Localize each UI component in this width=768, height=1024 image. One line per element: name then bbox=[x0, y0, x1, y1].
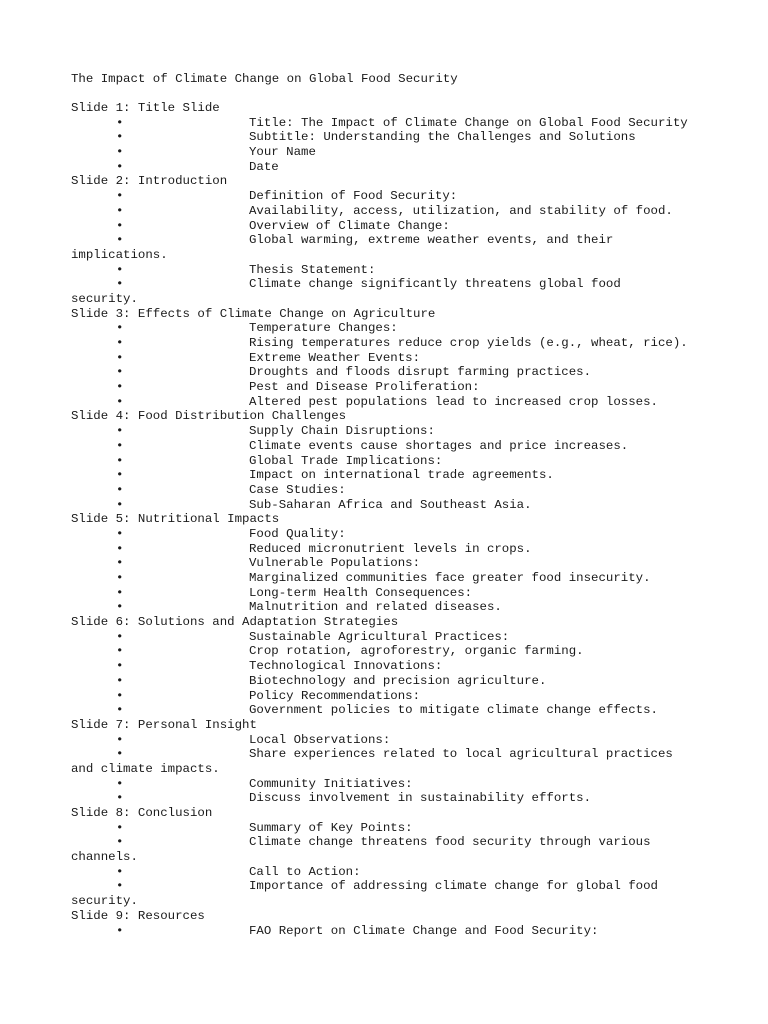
bullet-text: Share experiences related to local agricultural practices bbox=[249, 747, 673, 762]
bullet-glyph: • bbox=[116, 130, 124, 145]
bullet-text: Crop rotation, agroforestry, organic farming. bbox=[249, 644, 584, 659]
bullet-text: Sustainable Agricultural Practices: bbox=[249, 629, 510, 644]
bullet-glyph: • bbox=[116, 703, 124, 718]
bullet-text: Call to Action: bbox=[249, 864, 361, 879]
wrapped-line bbox=[71, 850, 711, 865]
bullet-text: Droughts and floods disrupt farming practices. bbox=[249, 365, 592, 380]
bullet-glyph: • bbox=[116, 115, 124, 130]
slide-heading-text: Slide 7: Personal Insight bbox=[71, 717, 257, 732]
bullet-item bbox=[71, 821, 711, 836]
bullet-text: Your Name bbox=[249, 145, 316, 160]
bullet-text: Importance of addressing climate change for global food bbox=[249, 879, 658, 894]
bullet-glyph: • bbox=[116, 923, 124, 938]
bullet-text: Temperature Changes: bbox=[249, 321, 398, 336]
slide-heading-text: Slide 4: Food Distribution Challenges bbox=[71, 409, 347, 424]
bullet-text: Vulnerable Populations: bbox=[249, 556, 421, 571]
bullet-glyph: • bbox=[116, 776, 124, 791]
bullet-text: Local Observations: bbox=[249, 732, 391, 747]
slide-heading bbox=[71, 718, 711, 733]
slide-heading bbox=[71, 512, 711, 527]
bullet-text: Overview of Climate Change: bbox=[249, 218, 450, 233]
bullet-glyph: • bbox=[116, 791, 124, 806]
bullet-text: Case Studies: bbox=[249, 482, 346, 497]
bullet-text: Impact on international trade agreements. bbox=[249, 468, 554, 483]
bullet-glyph: • bbox=[116, 879, 124, 894]
bullet-glyph: • bbox=[116, 218, 124, 233]
bullet-item bbox=[71, 321, 711, 336]
bullet-item bbox=[71, 219, 711, 234]
bullet-item bbox=[71, 674, 711, 689]
bullet-text: Supply Chain Disruptions: bbox=[249, 424, 435, 439]
bullet-text: Food Quality: bbox=[249, 526, 346, 541]
bullet-text: Subtitle: Understanding the Challenges and Solutions bbox=[249, 130, 636, 145]
bullet-item bbox=[71, 454, 711, 469]
bullet-glyph: • bbox=[116, 673, 124, 688]
bullet-item bbox=[71, 145, 711, 160]
slide-heading bbox=[71, 409, 711, 424]
bullet-item bbox=[71, 351, 711, 366]
bullet-item bbox=[71, 130, 711, 145]
bullet-glyph: • bbox=[116, 864, 124, 879]
bullet-text: Climate events cause shortages and price increases. bbox=[249, 438, 629, 453]
bullet-text: Government policies to mitigate climate change effects. bbox=[249, 703, 658, 718]
bullet-text: Long-term Health Consequences: bbox=[249, 585, 473, 600]
bullet-glyph: • bbox=[116, 394, 124, 409]
bullet-text: Definition of Food Security: bbox=[249, 189, 458, 204]
slide-heading bbox=[71, 806, 711, 821]
bullet-text: Malnutrition and related diseases. bbox=[249, 600, 502, 615]
bullet-item bbox=[71, 233, 711, 248]
wrapped-line bbox=[71, 894, 711, 909]
slide-heading bbox=[71, 174, 711, 189]
bullet-item bbox=[71, 483, 711, 498]
bullet-glyph: • bbox=[116, 747, 124, 762]
bullet-item bbox=[71, 468, 711, 483]
bullet-item bbox=[71, 879, 711, 894]
bullet-text: Rising temperatures reduce crop yields (e.g., wheat, rice). bbox=[249, 336, 688, 350]
bullet-glyph: • bbox=[116, 556, 124, 571]
bullet-glyph: • bbox=[116, 732, 124, 747]
bullet-item bbox=[71, 630, 711, 645]
bullet-glyph: • bbox=[116, 145, 124, 160]
slide-heading-text: Slide 5: Nutritional Impacts bbox=[71, 512, 280, 527]
slide-heading bbox=[71, 909, 711, 924]
slide-heading-text: Slide 9: Resources bbox=[71, 908, 205, 923]
bullet-text: Climate change threatens food security through various bbox=[249, 835, 651, 850]
bullet-item bbox=[71, 865, 711, 880]
bullet-item bbox=[71, 336, 711, 351]
bullet-glyph: • bbox=[116, 468, 124, 483]
bullet-item bbox=[71, 747, 711, 762]
slide-heading bbox=[71, 615, 711, 630]
bullet-item bbox=[71, 600, 711, 615]
bullet-glyph: • bbox=[116, 424, 124, 439]
bullet-glyph: • bbox=[116, 321, 124, 336]
bullet-text: Community Initiatives: bbox=[249, 776, 413, 791]
bullet-item bbox=[71, 189, 711, 204]
slide-heading-text: Slide 6: Solutions and Adaptation Strategies bbox=[71, 615, 399, 630]
bullet-glyph: • bbox=[116, 350, 124, 365]
bullet-item bbox=[71, 424, 711, 439]
bullet-glyph: • bbox=[116, 541, 124, 556]
bullet-glyph: • bbox=[116, 336, 124, 350]
wrapped-text: implications. bbox=[71, 247, 168, 262]
bullet-text: Pest and Disease Proliferation: bbox=[249, 380, 480, 395]
bullet-glyph: • bbox=[116, 380, 124, 395]
bullet-glyph: • bbox=[116, 482, 124, 497]
bullet-text: Discuss involvement in sustainability efforts. bbox=[249, 791, 592, 806]
bullet-glyph: • bbox=[116, 233, 124, 248]
bullet-text: Date bbox=[249, 159, 279, 174]
bullet-glyph: • bbox=[116, 526, 124, 541]
slide-heading-text: Slide 1: Title Slide bbox=[71, 101, 220, 115]
bullet-text: Global Trade Implications: bbox=[249, 453, 443, 468]
wrapped-line bbox=[71, 292, 711, 307]
bullet-item bbox=[71, 659, 711, 674]
bullet-item bbox=[71, 586, 711, 601]
bullet-item bbox=[71, 733, 711, 748]
bullet-glyph: • bbox=[116, 629, 124, 644]
bullet-glyph: • bbox=[116, 585, 124, 600]
bullet-item bbox=[71, 571, 711, 586]
bullet-text: Biotechnology and precision agriculture. bbox=[249, 673, 547, 688]
bullet-glyph: • bbox=[116, 644, 124, 659]
wrapped-line bbox=[71, 248, 711, 263]
bullet-text: Thesis Statement: bbox=[249, 262, 376, 277]
bullet-glyph: • bbox=[116, 438, 124, 453]
bullet-item bbox=[71, 204, 711, 219]
wrapped-text: security. bbox=[71, 894, 138, 909]
bullet-glyph: • bbox=[116, 600, 124, 615]
bullet-glyph: • bbox=[116, 688, 124, 703]
bullet-text: Sub-Saharan Africa and Southeast Asia. bbox=[249, 497, 532, 512]
bullet-item bbox=[71, 395, 711, 410]
bullet-text: Technological Innovations: bbox=[249, 659, 443, 674]
bullet-item bbox=[71, 556, 711, 571]
bullet-text: Summary of Key Points: bbox=[249, 820, 413, 835]
bullet-glyph: • bbox=[116, 365, 124, 380]
bullet-item bbox=[71, 527, 711, 542]
bullet-text: Marginalized communities face greater food insecurity. bbox=[249, 571, 651, 585]
bullet-item bbox=[71, 365, 711, 380]
bullet-text: Climate change significantly threatens global food bbox=[249, 277, 621, 292]
bullet-item bbox=[71, 498, 711, 513]
bullet-glyph: • bbox=[116, 159, 124, 174]
bullet-item bbox=[71, 777, 711, 792]
bullet-glyph: • bbox=[116, 659, 124, 674]
bullet-text: Title: The Impact of Climate Change on Global Food Security bbox=[249, 115, 688, 130]
bullet-item bbox=[71, 160, 711, 175]
bullet-glyph: • bbox=[116, 571, 124, 585]
slide-heading-text: Slide 8: Conclusion bbox=[71, 806, 213, 820]
bullet-text: Global warming, extreme weather events, and their bbox=[249, 233, 614, 248]
slide-heading-text: Slide 3: Effects of Climate Change on Agriculture bbox=[71, 306, 436, 321]
slide-heading bbox=[71, 307, 711, 322]
bullet-item bbox=[71, 263, 711, 278]
bullet-text: Reduced micronutrient levels in crops. bbox=[249, 541, 532, 556]
slide-heading bbox=[71, 101, 711, 116]
bullet-text: Extreme Weather Events: bbox=[249, 350, 421, 365]
bullet-text: Altered pest populations lead to increased crop losses. bbox=[249, 394, 658, 409]
bullet-glyph: • bbox=[116, 820, 124, 835]
bullet-glyph: • bbox=[116, 497, 124, 512]
bullet-glyph: • bbox=[116, 262, 124, 277]
bullet-item bbox=[71, 703, 711, 718]
bullet-item bbox=[71, 924, 711, 939]
bullet-glyph: • bbox=[116, 835, 124, 850]
bullet-text: Availability, access, utilization, and stability of food. bbox=[249, 203, 673, 218]
wrapped-text: security. bbox=[71, 291, 138, 306]
bullet-glyph: • bbox=[116, 453, 124, 468]
wrapped-line bbox=[71, 762, 711, 777]
bullet-glyph: • bbox=[116, 203, 124, 218]
bullet-glyph: • bbox=[116, 277, 124, 292]
bullet-text: FAO Report on Climate Change and Food Security: bbox=[249, 923, 599, 938]
bullet-item bbox=[71, 791, 711, 806]
bullet-item bbox=[71, 439, 711, 454]
slide-heading-text: Slide 2: Introduction bbox=[71, 174, 228, 189]
document-title: The Impact of Climate Change on Global Food Security bbox=[71, 72, 458, 86]
bullet-glyph: • bbox=[116, 189, 124, 204]
wrapped-text: and climate impacts. bbox=[71, 761, 220, 776]
bullet-item bbox=[71, 277, 711, 292]
bullet-item bbox=[71, 116, 711, 131]
bullet-item bbox=[71, 835, 711, 850]
bullet-item bbox=[71, 644, 711, 659]
bullet-item bbox=[71, 380, 711, 395]
bullet-item bbox=[71, 542, 711, 557]
document-body bbox=[71, 101, 711, 938]
bullet-item bbox=[71, 689, 711, 704]
bullet-text: Policy Recommendations: bbox=[249, 688, 421, 703]
wrapped-text: channels. bbox=[71, 850, 138, 865]
